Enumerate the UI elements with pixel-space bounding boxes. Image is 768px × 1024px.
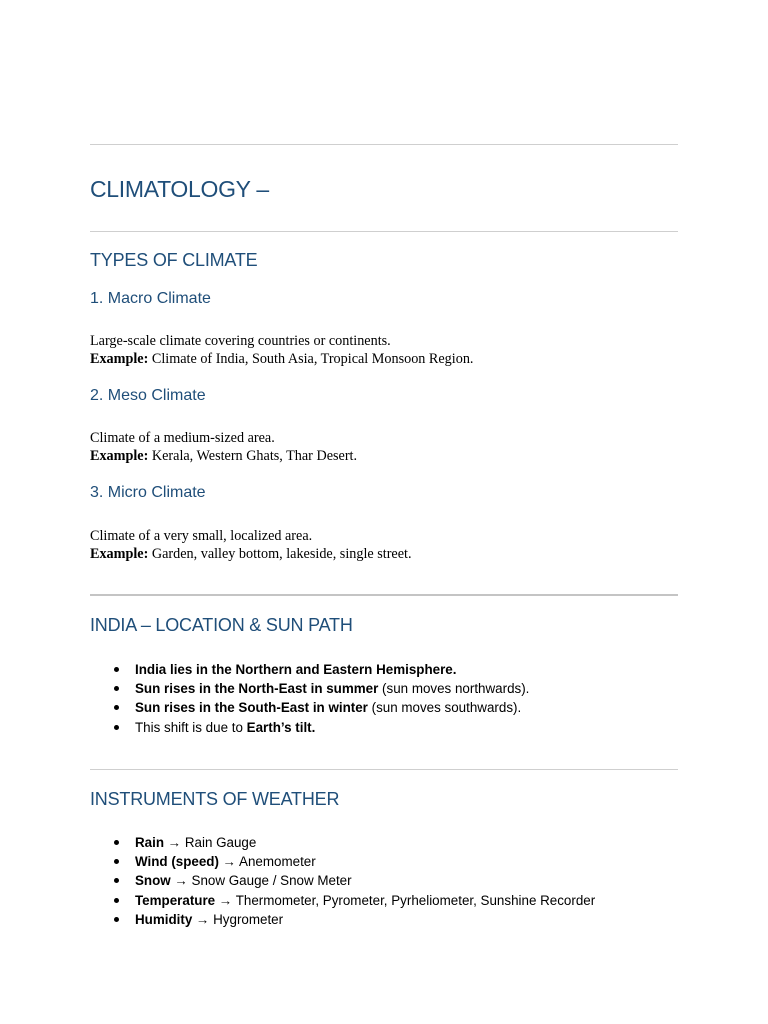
top-divider	[90, 144, 678, 145]
section-divider-instruments	[90, 769, 678, 770]
bullet-icon	[114, 725, 119, 730]
bullet-icon	[114, 898, 119, 903]
macro-climate-example	[90, 350, 690, 368]
section-divider-india	[90, 594, 678, 596]
bullet-icon	[114, 686, 119, 691]
micro-climate-example	[90, 545, 690, 563]
subheading-macro-climate: 1. Macro Climate	[90, 290, 211, 307]
subheading-meso-climate: 2. Meso Climate	[90, 387, 206, 404]
list-item: Wind (speed) → Anemometer	[90, 852, 595, 871]
bullet-icon	[114, 859, 119, 864]
example-label: Example:	[90, 351, 149, 367]
list-item: Temperature → Thermometer, Pyrometer, Pyrheliometer, Sunshine Recorder	[90, 891, 595, 910]
list-item: This shift is due to Earth’s tilt.	[90, 718, 529, 737]
meso-climate-desc: Climate of a medium-sized area.	[90, 430, 275, 446]
example-text: Kerala, Western Ghats, Thar Desert.	[148, 448, 358, 464]
bullet-icon	[114, 917, 119, 922]
bullet-icon	[114, 667, 119, 672]
macro-climate-desc: Large-scale climate covering countries or continents.	[90, 333, 391, 349]
meso-climate-example	[90, 447, 690, 465]
bullet-icon	[114, 840, 119, 845]
micro-climate-desc: Climate of a very small, localized area.	[90, 528, 313, 544]
bullet-icon	[114, 878, 119, 883]
section-heading-india: INDIA – LOCATION & SUN PATH	[90, 615, 353, 635]
instruments-bullet-list	[90, 833, 595, 929]
list-item: Sun rises in the North-East in summer (sun moves northwards).	[90, 679, 529, 698]
bullet-icon	[114, 705, 119, 710]
title-divider	[90, 231, 678, 232]
list-item: Snow → Snow Gauge / Snow Meter	[90, 871, 595, 890]
example-label: Example:	[90, 448, 149, 464]
subheading-micro-climate: 3. Micro Climate	[90, 484, 206, 501]
section-heading-instruments: INSTRUMENTS OF WEATHER	[90, 789, 340, 809]
list-item: Rain → Rain Gauge	[90, 833, 595, 852]
page-title: CLIMATOLOGY –	[90, 176, 269, 202]
example-label: Example:	[90, 546, 149, 562]
section-heading-types: TYPES OF CLIMATE	[90, 250, 258, 270]
macro-climate-paragraph	[90, 332, 690, 368]
example-text: Climate of India, South Asia, Tropical Monsoon Region.	[148, 351, 474, 367]
india-bullet-list	[90, 660, 529, 737]
list-item: Humidity → Hygrometer	[90, 910, 595, 929]
list-item: India lies in the Northern and Eastern Hemisphere.	[90, 660, 529, 679]
meso-climate-paragraph	[90, 429, 690, 465]
list-item: Sun rises in the South-East in winter (sun moves southwards).	[90, 698, 529, 717]
micro-climate-paragraph	[90, 527, 690, 563]
example-text: Garden, valley bottom, lakeside, single street.	[148, 546, 412, 562]
